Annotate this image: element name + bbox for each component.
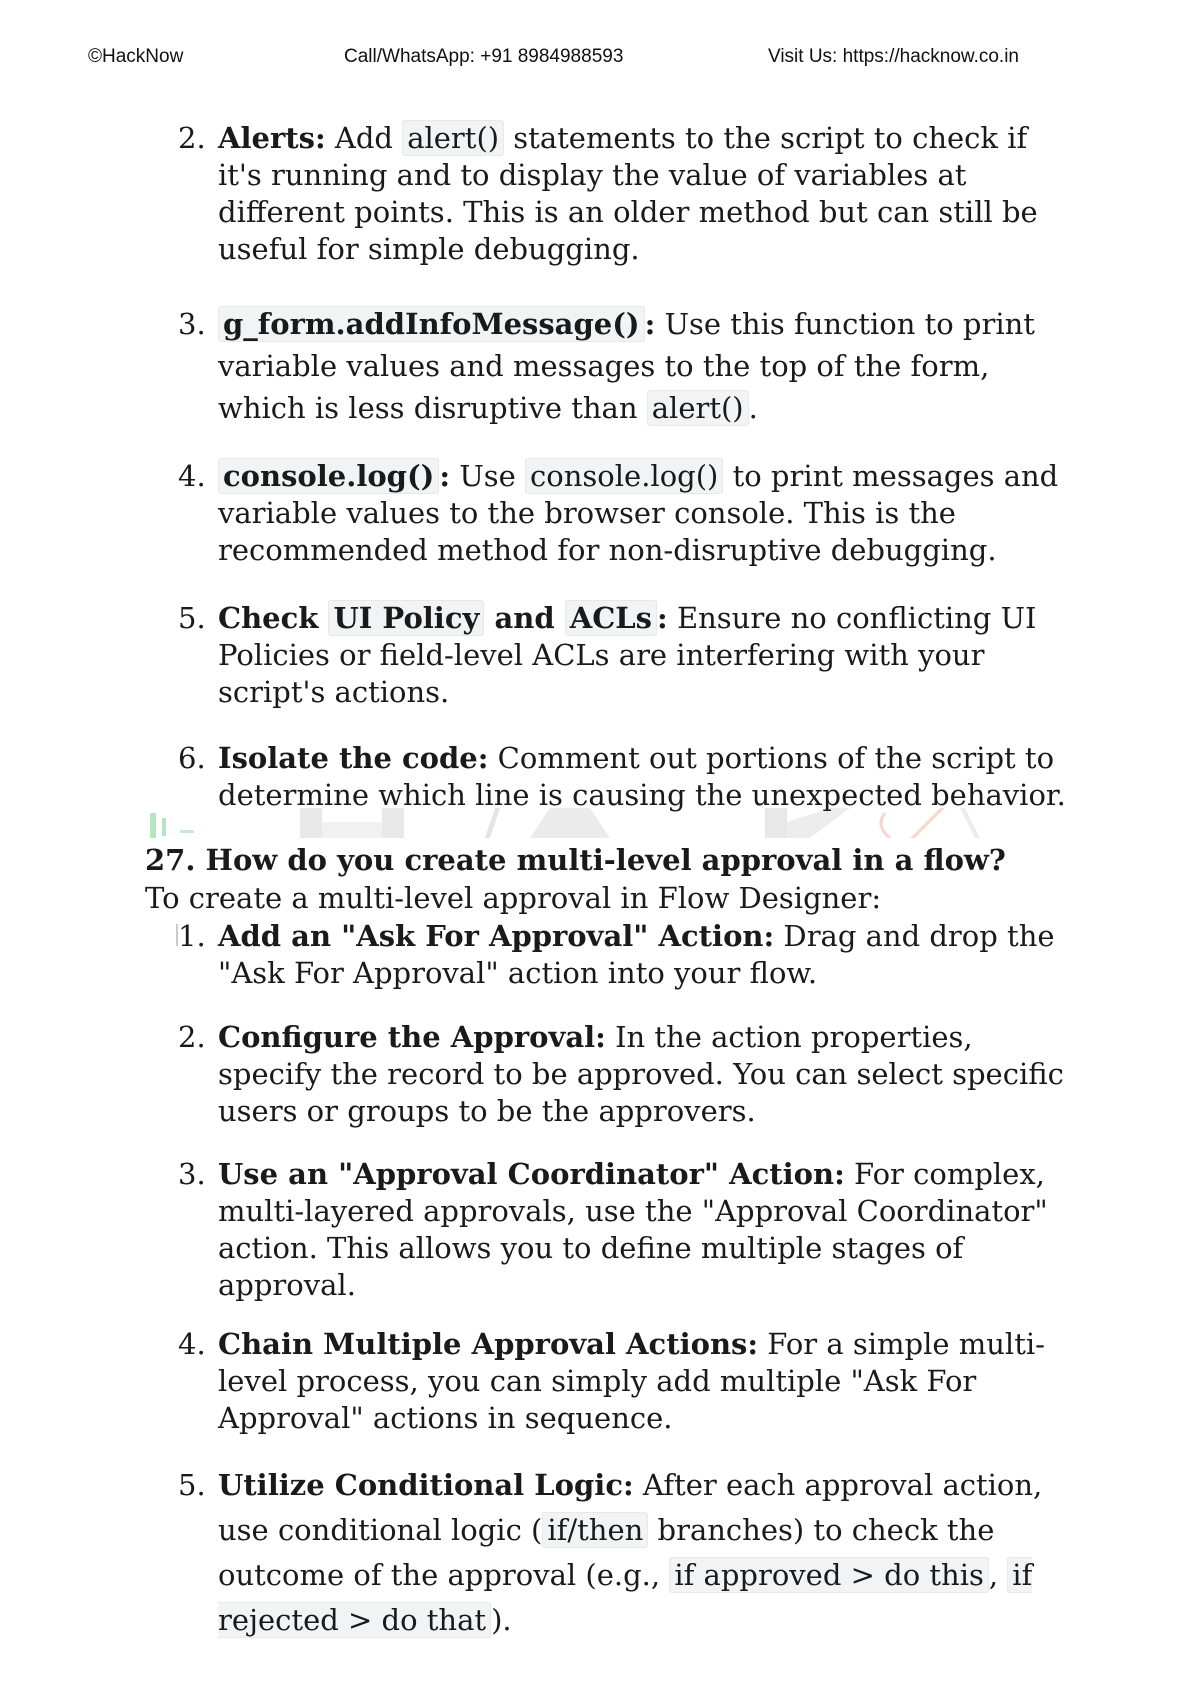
list-item-isolate-code <box>178 740 1068 814</box>
list-number: 5. <box>178 601 206 635</box>
item-text: . <box>748 391 758 425</box>
header-website: Visit Us: https://hacknow.co.in <box>768 46 1019 67</box>
list-item-alerts <box>178 120 1068 268</box>
list-number: 4. <box>178 1327 206 1361</box>
item-title: Utilize Conditional Logic: <box>218 1468 634 1502</box>
inline-code: if/then <box>542 1512 648 1548</box>
list-item-configure-approval <box>178 1019 1068 1130</box>
list-number: 1. <box>178 919 206 953</box>
inline-code: console.log() <box>525 458 723 494</box>
item-text: ). <box>491 1603 512 1637</box>
inline-code: if rejected > do that <box>218 1558 1033 1637</box>
inline-code: if approved > do this <box>669 1557 989 1593</box>
list-number: 6. <box>178 741 206 775</box>
item-title-colon: : <box>644 307 656 341</box>
item-title-code: ACLs <box>565 600 657 636</box>
list-item-chain-approvals <box>178 1326 1068 1437</box>
header-brand: ©HackNow <box>88 46 184 67</box>
list-item-ask-for-approval <box>178 918 1068 992</box>
inline-code: alert() <box>647 390 749 426</box>
item-text: to print messages and variable values to the browser console. This is the recommended method for non-disruptive debugging. <box>218 459 1059 567</box>
item-text: In the action properties, specify the record to be approved. You can select specific users or groups to be the approvers. <box>218 1020 1064 1128</box>
item-title: Isolate the code: <box>218 741 489 775</box>
inline-code: alert() <box>402 120 504 156</box>
list-item-addinfomessage <box>178 303 1068 429</box>
item-text: Use <box>450 459 526 493</box>
header-contact: Call/WhatsApp: +91 8984988593 <box>344 46 624 67</box>
list-item-approval-coordinator <box>178 1156 1068 1304</box>
item-title-code: console.log() <box>218 458 439 494</box>
item-text: For a simple multi-level process, you can simply add multiple "Ask For Approval" actions in sequence. <box>218 1327 1045 1435</box>
list-item-conditional-logic <box>178 1463 1068 1643</box>
item-title-colon: : <box>657 601 668 635</box>
item-title: Alerts: <box>218 121 326 155</box>
list-item-console-log <box>178 458 1068 569</box>
item-title: and <box>484 601 565 635</box>
item-text: For complex, multi-layered approvals, use the "Approval Coordinator" action. This allows you to define multiple stages of approval. <box>218 1157 1048 1302</box>
item-text: After each approval action, use conditional logic ( <box>218 1468 1043 1547</box>
item-text: branches) to check the outcome of the approval (e.g., <box>218 1513 995 1592</box>
section-heading: 27. How do you create multi-level approval in a flow? <box>145 843 1006 877</box>
section-intro: To create a multi-level approval in Flow Designer: <box>145 881 882 915</box>
list-item-ui-policy-acls <box>178 600 1068 711</box>
item-title-code: g_form.addInfoMessage() <box>218 306 645 342</box>
item-title-code: UI Policy <box>328 600 484 636</box>
item-title: Add an "Ask For Approval" Action: <box>218 919 775 953</box>
list-number: 3. <box>178 1157 206 1191</box>
item-title-colon: : <box>439 459 451 493</box>
item-text: , <box>988 1558 1008 1592</box>
item-text: Ensure no conflicting UI Policies or field-level ACLs are interfering with your script's actions. <box>218 601 1037 709</box>
item-text: Use this function to print variable values and messages to the top of the form, which is less disruptive than <box>218 307 1035 425</box>
item-title: Check <box>218 601 329 635</box>
list-number: 3. <box>178 307 206 341</box>
item-title: Use an "Approval Coordinator" Action: <box>218 1157 845 1191</box>
item-text: Comment out portions of the script to determine which line is causing the unexpected behavior. <box>218 741 1066 812</box>
item-title: Configure the Approval: <box>218 1020 606 1054</box>
item-title: Chain Multiple Approval Actions: <box>218 1327 759 1361</box>
list-number: 2. <box>178 1020 206 1054</box>
list-number: 5. <box>178 1468 206 1502</box>
list-number: 4. <box>178 459 206 493</box>
item-text: Add <box>325 121 403 155</box>
item-text: Drag and drop the "Ask For Approval" action into your flow. <box>218 919 1055 990</box>
list-number: 2. <box>178 121 206 155</box>
item-text: statements to the script to check if it's running and to display the value of variables at different points. This is an older method but can still be useful for simple debugging. <box>218 121 1038 266</box>
page-header <box>0 40 1191 70</box>
